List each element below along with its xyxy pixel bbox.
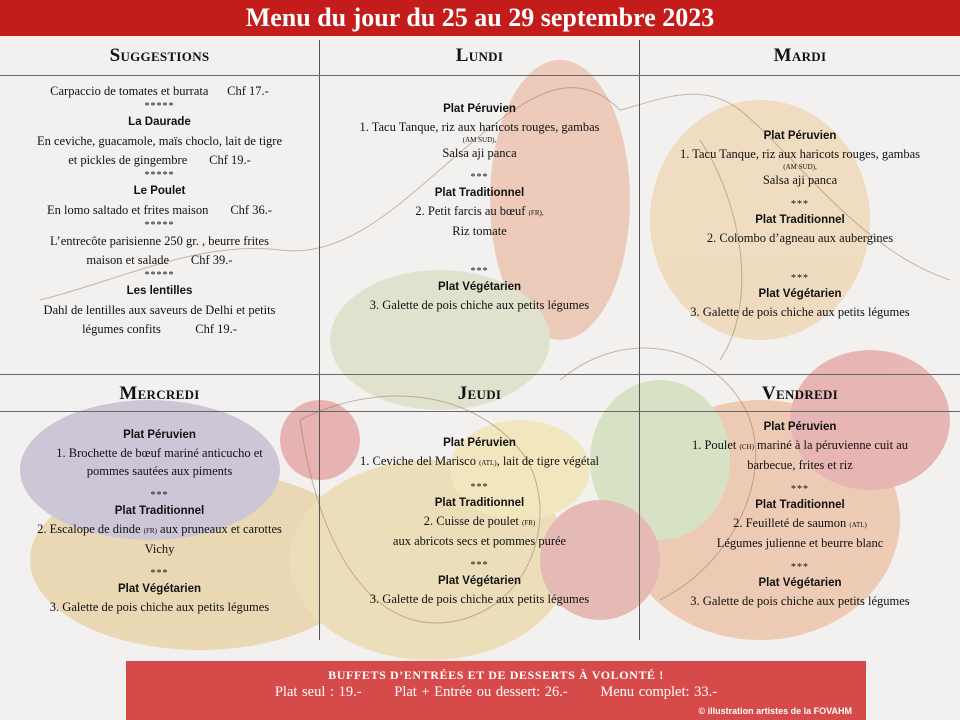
separator: *** — [791, 199, 809, 210]
dish-label: Plat Végétarien — [117, 583, 202, 595]
header-jeudi: Jeudi — [457, 383, 502, 404]
origin-tag: (ATL) — [849, 521, 867, 529]
dish-item: Salsa aji panca — [762, 173, 838, 187]
dish-item: 1. Brochette de bœuf mariné anticucho et — [56, 446, 263, 460]
origin-tag: (FR), — [528, 209, 544, 217]
header-mercredi: Mercredi — [119, 383, 200, 404]
separator: ***** — [144, 220, 175, 231]
dish-item: Légumes julienne et beurre blanc — [716, 536, 884, 550]
dish-label: Plat Traditionnel — [434, 187, 525, 199]
dish-item: 1. Tacu Tanque, riz aux haricots rouges, gambas — [359, 120, 600, 134]
dish-item: 2. Escalope de dinde (FR) aux pruneaux et carottes — [37, 522, 282, 536]
dish-item: 3. Galette de pois chiche aux petits légumes — [690, 594, 910, 608]
separator: *** — [150, 568, 169, 579]
dish-label: Plat Traditionnel — [434, 497, 525, 509]
separator: ***** — [144, 170, 175, 181]
dish-label: Plat Traditionnel — [755, 499, 845, 511]
dish-item: 2. Cuisse de poulet (FR) — [423, 514, 536, 528]
price-list — [126, 684, 866, 701]
lundi-cell — [320, 100, 639, 314]
suggestion-title: Le Poulet — [133, 185, 186, 197]
mardi-cell — [640, 127, 960, 321]
dish-item: barbecue, frites et riz — [747, 458, 853, 472]
dish-item: 3. Galette de pois chiche aux petits légumes — [369, 592, 590, 606]
price-menu-complet: Menu complet: 33.- — [600, 684, 718, 700]
dish-item: Riz tomate — [452, 224, 507, 238]
dish-label: Plat Péruvien — [443, 437, 516, 449]
dish-label: Plat Traditionnel — [114, 505, 205, 517]
dish-label: Plat Végétarien — [437, 281, 522, 293]
price-plat-entree: Plat + Entrée ou dessert: 26.- — [394, 684, 568, 700]
separator: ***** — [144, 101, 175, 112]
dish-item: pommes sautées aux piments — [86, 464, 233, 478]
dish-label: Plat Végétarien — [758, 577, 842, 589]
dish-item: 3. Galette de pois chiche aux petits légumes — [369, 298, 590, 312]
origin-tag: (FR) — [143, 527, 157, 535]
dish-item: 2. Petit farcis au bœuf (FR), — [415, 204, 544, 218]
separator: *** — [470, 266, 489, 277]
origin-tag: (FR) — [522, 519, 536, 527]
dish-label: Plat Péruvien — [443, 103, 516, 115]
suggestion-item: Carpaccio de tomates et burrata Chf 17.- — [50, 84, 269, 98]
dish-item: 1. Poulet (CH) mariné à la péruvienne cuit au — [691, 438, 909, 452]
header-mardi: Mardi — [773, 45, 827, 66]
origin-tag: (CH) — [739, 443, 754, 451]
dish-item: aux abricots secs et pommes purée — [392, 534, 567, 548]
pricing-footer — [126, 661, 866, 720]
suggestion-item: maison et salade Chf 39.- — [86, 253, 233, 267]
dish-item: 1. Tacu Tanque, riz aux haricots rouges, gambas — [679, 147, 921, 161]
dish-label: Plat Péruvien — [123, 429, 196, 441]
origin-tag: (ATL) — [479, 459, 497, 467]
separator: *** — [791, 273, 809, 284]
vendredi-cell — [640, 418, 960, 610]
illustration-credit: © illustration artistes de la FOVAHM — [698, 706, 852, 716]
dish-label: Plat Végétarien — [437, 575, 522, 587]
dish-label: Plat Traditionnel — [755, 214, 845, 226]
menu-grid — [0, 36, 960, 640]
dish-item: 2. Colombo d’agneau aux aubergines — [706, 231, 894, 245]
price-plat-seul: Plat seul : 19.- — [274, 684, 362, 700]
separator: ***** — [144, 270, 175, 281]
separator: *** — [150, 490, 169, 501]
suggestion-title: La Daurade — [128, 116, 191, 128]
dish-label: Plat Péruvien — [763, 130, 837, 142]
jeudi-cell — [320, 434, 639, 608]
suggestion-item: Dahl de lentilles aux saveurs de Delhi et petits — [43, 303, 276, 317]
suggestion-title: Les lentilles — [126, 285, 193, 297]
dish-item: 3. Galette de pois chiche aux petits légumes — [49, 600, 270, 614]
dish-item: Salsa aji panca — [442, 146, 517, 160]
suggestion-item: L’entrecôte parisienne 250 gr. , beurre frites — [50, 234, 269, 248]
dish-item: 3. Galette de pois chiche aux petits légumes — [690, 305, 910, 319]
separator: *** — [791, 484, 809, 495]
mercredi-cell — [0, 426, 319, 616]
header-suggestions: Suggestions — [109, 45, 210, 66]
separator: *** — [470, 560, 489, 571]
origin-tag: (AM SUD), — [462, 136, 497, 144]
page-title: Menu du jour du 25 au 29 septembre 2023 — [0, 0, 960, 36]
dish-label: Plat Végétarien — [758, 288, 842, 300]
separator: *** — [470, 482, 489, 493]
buffets-banner: BUFFETS D’ENTRÉES ET DE DESSERTS À VOLONTÉ ! — [328, 668, 664, 682]
dish-item: 1. Ceviche del Marisco (ATL), lait de tigre végétal — [360, 454, 599, 468]
suggestion-item: légumes confits Chf 19.- — [82, 322, 237, 336]
dish-item: 2. Feuilleté de saumon (ATL) — [733, 516, 867, 530]
suggestion-item: En lomo saltado et frites maison Chf 36.- — [47, 203, 272, 217]
suggestion-item: et pickles de gingembre Chf 19.- — [68, 153, 251, 167]
row-divider — [0, 75, 960, 76]
separator: *** — [791, 562, 809, 573]
origin-tag: (AM SUD), — [783, 163, 817, 171]
dish-label: Plat Péruvien — [763, 421, 837, 433]
header-vendredi: Vendredi — [761, 383, 839, 404]
dish-item: Vichy — [144, 542, 175, 556]
suggestions-cell — [0, 82, 319, 339]
suggestion-item: En ceviche, guacamole, maïs choclo, lait de tigre — [36, 134, 283, 148]
header-lundi: Lundi — [455, 45, 504, 66]
separator: *** — [470, 172, 489, 183]
